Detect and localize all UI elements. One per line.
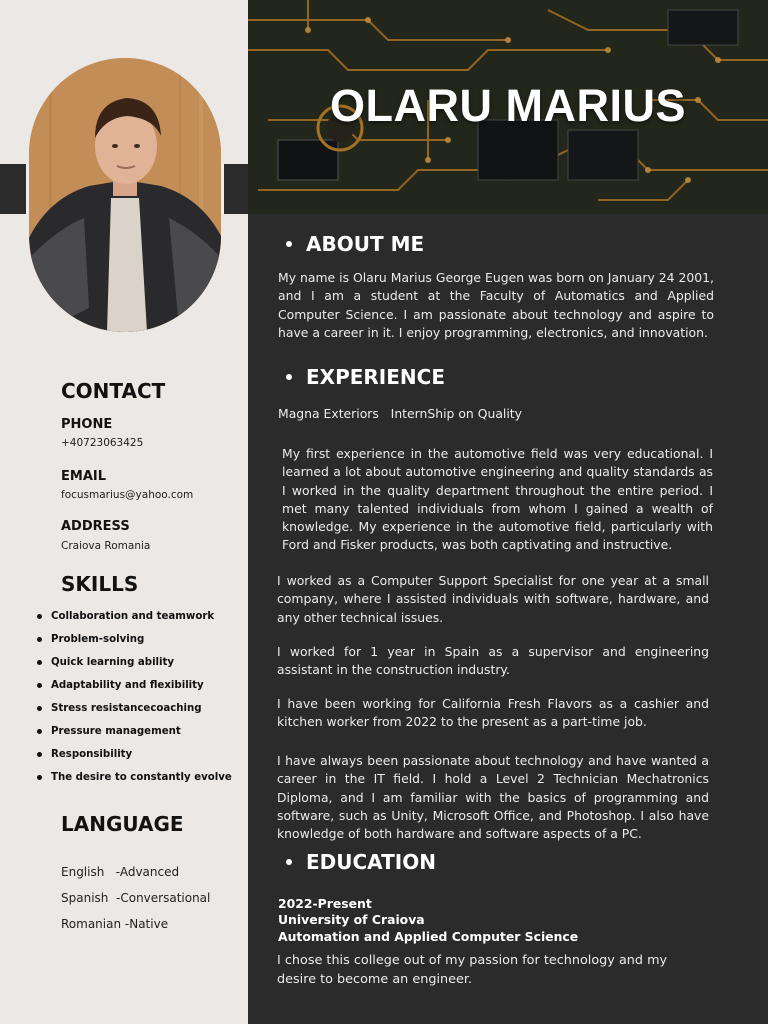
email-label: EMAIL [61, 469, 106, 484]
profile-photo [29, 58, 221, 332]
about-heading-label: ABOUT ME [306, 232, 425, 256]
page-title: OLARU MARIUS [330, 80, 686, 131]
list-item [37, 697, 232, 720]
education-school: University of Craiova [278, 912, 425, 927]
bullet-icon [286, 859, 292, 865]
experience-paragraph-1: My first experience in the automotive field was very educational. I learned a lot about automotive engineering and quality standards as I worked in the quality department throughout the entire period. I met many talented individuals from whom I gained a wealth of knowledge. My experience in the automotive field, particularly with Ford and Fisker products, was both captivating and instructive. [282, 446, 713, 553]
list-item [37, 766, 232, 789]
skill-label: Stress resistancecoaching [51, 703, 202, 714]
experience-company-line: Magna Exteriors InternShip on Quality [278, 406, 522, 421]
bullet-icon [37, 729, 42, 734]
bullet-icon [37, 637, 42, 642]
education-heading-label: EDUCATION [306, 850, 436, 874]
education-text: I chose this college out of my passion for technology and my desire to become an engineer. [277, 953, 668, 987]
skill-label: Pressure management [51, 726, 181, 737]
main-panel [248, 0, 768, 1024]
language-item-english: English -Advanced [61, 865, 180, 879]
language-item-spanish: Spanish -Conversational [61, 891, 211, 905]
language-item-romanian: Romanian -Native [61, 917, 169, 931]
list-item [37, 605, 232, 628]
skills-list [37, 605, 232, 789]
bullet-icon [37, 706, 42, 711]
about-heading [286, 232, 424, 256]
bullet-icon [286, 374, 292, 380]
bullet-icon [37, 660, 42, 665]
experience-heading-label: EXPERIENCE [306, 365, 445, 389]
phone-value: +40723063425 [61, 437, 144, 449]
about-text: My name is Olaru Marius George Eugen was born on January 24 2001, and I am a student at the Faculty of Automatics and Applied Computer Science. I am passionate about technology and aspire to have a career in it. I enjoy programming, electronics, and innovation. [278, 270, 714, 340]
skill-label: Adaptability and flexibility [51, 680, 204, 691]
bullet-icon [286, 241, 292, 247]
bullet-icon [37, 775, 42, 780]
email-value: focusmarius@yahoo.com [61, 489, 194, 501]
list-item [37, 628, 232, 651]
skill-label: Problem-solving [51, 634, 145, 645]
education-years: 2022-Present [278, 896, 372, 911]
contact-heading: CONTACT [61, 379, 166, 403]
address-label: ADDRESS [61, 519, 130, 534]
bullet-icon [37, 752, 42, 757]
education-program: Automation and Applied Computer Science [278, 929, 579, 944]
experience-paragraph-4: I have been working for California Fresh Flavors as a cashier and kitchen worker from 2022 to the present as a part-time job. [277, 696, 709, 730]
bullet-icon [37, 614, 42, 619]
language-heading: LANGUAGE [61, 812, 184, 836]
skills-heading: SKILLS [61, 572, 139, 596]
list-item [37, 651, 232, 674]
phone-label: PHONE [61, 417, 113, 432]
photo-band-left [0, 164, 26, 214]
list-item [37, 720, 232, 743]
address-value: Craiova Romania [61, 540, 151, 552]
experience-heading [286, 365, 445, 389]
experience-paragraph-3: I worked for 1 year in Spain as a supervisor and engineering assistant in the construction industry. [277, 644, 709, 678]
photo-band-right [224, 164, 248, 214]
list-item [37, 743, 232, 766]
experience-paragraph-5: I have always been passionate about technology and have wanted a career in the IT field. I hold a Level 2 Technician Mechatronics Diploma, and I am familiar with the basics of programming and software, such as Unity, Microsoft Office, and Photoshop. I also have knowledge of both hardware and software aspects of a PC. [277, 753, 709, 842]
skill-label: Quick learning ability [51, 657, 175, 668]
bullet-icon [37, 683, 42, 688]
experience-paragraph-2: I worked as a Computer Support Specialist for one year at a small company, where I assisted individuals with software, hardware, and any other technical issues. [277, 573, 709, 625]
skill-label: Responsibility [51, 749, 133, 760]
skill-label: Collaboration and teamwork [51, 611, 215, 622]
education-heading [286, 850, 436, 874]
list-item [37, 674, 232, 697]
skill-label: The desire to constantly evolve [51, 772, 232, 783]
